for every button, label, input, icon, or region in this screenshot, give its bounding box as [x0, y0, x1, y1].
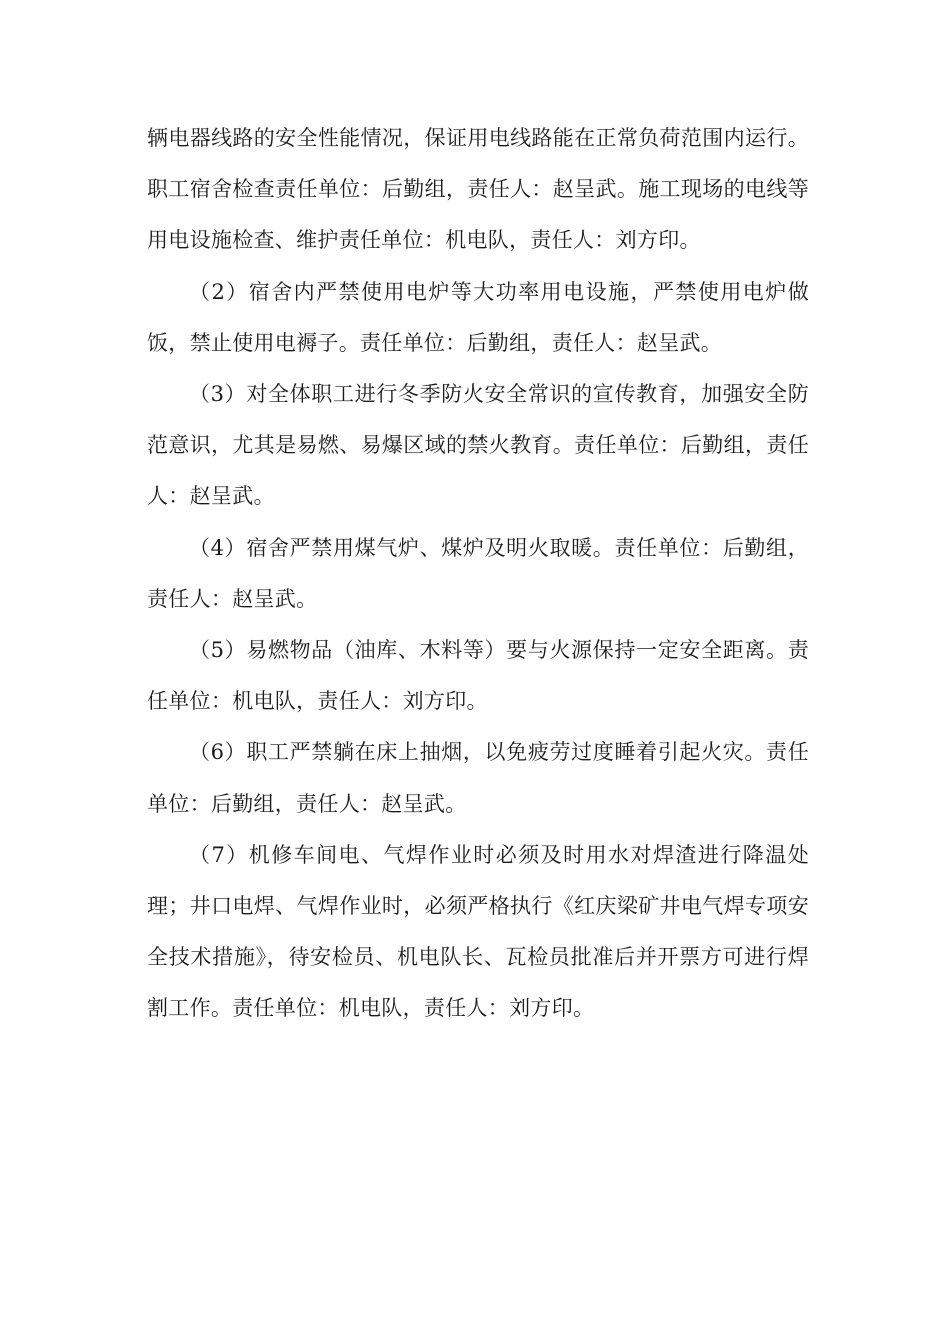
paragraph-item-4: （4）宿舍严禁用煤气炉、煤炉及明火取暖。责任单位：后勤组，责任人：赵呈武。: [147, 535, 809, 611]
paragraph-item-6: （6）职工严禁躺在床上抽烟，以免疲劳过度睡着引起火灾。责任单位：后勤组，责任人：赵呈武。: [147, 740, 809, 816]
paragraph-item-2: （2）宿舍内严禁使用电炉等大功率用电设施，严禁使用电炉做饭，禁止使用电褥子。责任单位：后勤组，责任人：赵呈武。: [147, 279, 809, 355]
paragraph-item-7: （7）机修车间电、气焊作业时必须及时用水对焊渣进行降温处理；井口电焊、气焊作业时，必须严格执行《红庆梁矿井电气焊专项安全技术措施》，待安检员、机电队长、瓦检员批准后并开票方可进行焊割工作。责任单位：机电队，责任人：刘方印。: [147, 842, 809, 1021]
paragraph-continuation: 辆电器线路的安全性能情况，保证用电线路能在正常负荷范围内运行。职工宿舍检查责任单位：后勤组，责任人：赵呈武。施工现场的电线等用电设施检查、维护责任单位：机电队，责任人：刘方印。: [147, 126, 809, 253]
document-body: [147, 113, 809, 1035]
paragraph-item-3: （3）对全体职工进行冬季防火安全常识的宣传教育，加强安全防范意识，尤其是易燃、易爆区域的禁火教育。责任单位：后勤组，责任人：赵呈武。: [147, 382, 809, 509]
paragraph-item-5: （5）易燃物品（油库、木料等）要与火源保持一定安全距离。责任单位：机电队，责任人：刘方印。: [147, 638, 809, 714]
